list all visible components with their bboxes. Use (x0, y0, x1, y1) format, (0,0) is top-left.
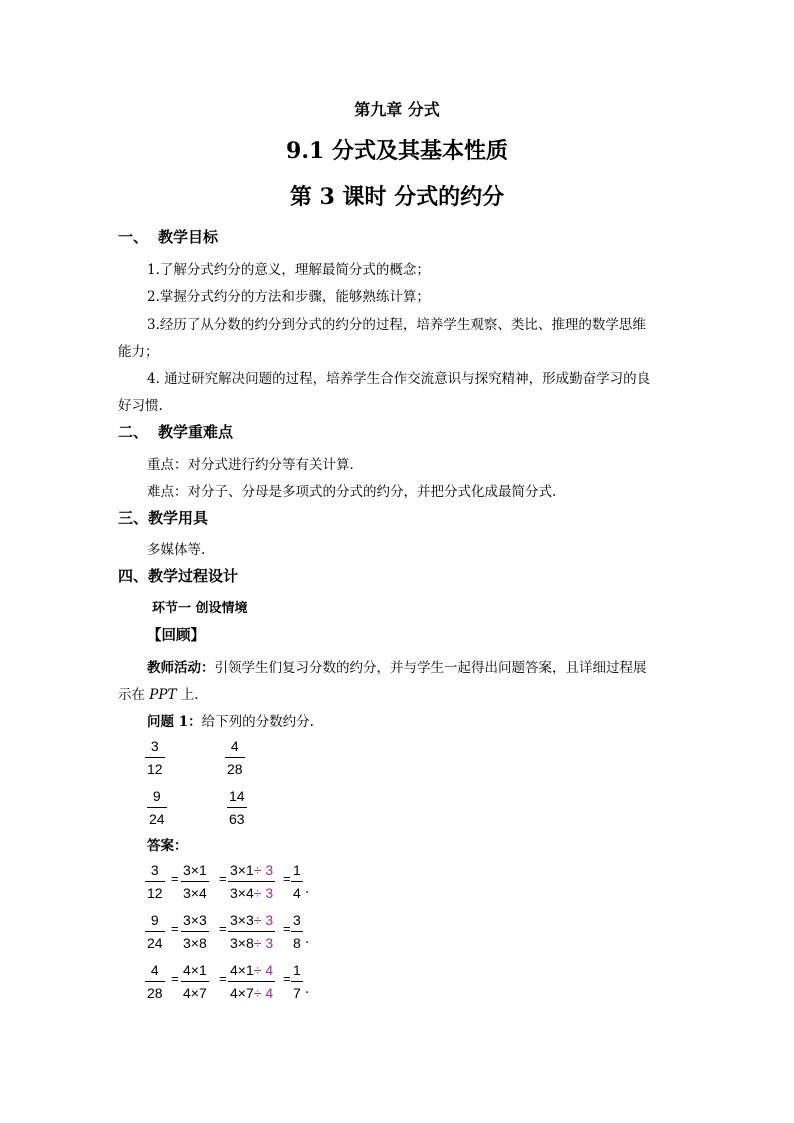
teacher-activity-text2a: 示在 (118, 687, 150, 703)
difficult-point: 难点：对分子、分母是多项式的分式的约分，并把分式化成最简分式. (147, 484, 557, 500)
denominator: 4 (293, 885, 301, 901)
fraction-bar (181, 981, 209, 982)
tools-text: 多媒体等. (147, 542, 206, 558)
fraction-bar (147, 807, 167, 808)
numerator: 4 (230, 738, 239, 754)
goal-4: 4. 通过研究解决问题的过程，培养学生合作交流意识与探究精神，形成勤奋学习的良 (147, 371, 651, 387)
key-point: 重点：对分式进行约分等有关计算． (147, 457, 363, 473)
answer-fraction (181, 911, 209, 952)
denominator (228, 984, 275, 1002)
fraction-bar (291, 931, 303, 932)
section-1-heading (118, 226, 218, 247)
answer-fraction (291, 961, 303, 1002)
denominator: 24 (149, 811, 165, 827)
answer-fraction (291, 861, 303, 902)
section-2-title: 教学重难点 (158, 423, 234, 441)
numerator (228, 961, 275, 979)
question-fraction (145, 737, 165, 778)
denominator (228, 934, 275, 952)
answer-fraction (228, 911, 275, 952)
fraction-bar (145, 981, 165, 982)
numerator: 4×1 (183, 962, 207, 978)
goal-3: 3.经历了从分数的约分到分式的约分的过程，培养学生观察、类比、推理的数学思维 (147, 317, 646, 333)
section-1-title: 教学目标 (158, 228, 219, 246)
equals-sign: = (171, 871, 179, 886)
review-heading: 【回顾】 (147, 627, 205, 644)
goal-3-cont: 能力； (118, 344, 159, 360)
numerator: 14 (229, 788, 245, 804)
fraction-bar (228, 881, 275, 882)
question-fraction (227, 787, 247, 828)
period: . (305, 882, 310, 897)
numerator: 3 (150, 862, 159, 878)
fraction-bar (181, 931, 209, 932)
equals-sign: = (283, 921, 291, 936)
equals-sign: = (283, 871, 291, 886)
goal-2: 2.掌握分式约分的方法和步骤，能够熟练计算； (147, 289, 430, 305)
divide-term: ÷ 4 (253, 962, 274, 978)
lesson-title: 第 3 课时 分式的约分 (289, 184, 505, 210)
numerator (228, 861, 275, 879)
numerator: 9 (152, 788, 161, 804)
fraction-bar (145, 881, 165, 882)
numerator: 1 (293, 962, 301, 978)
teacher-activity-text: 引领学生们复习分数的约分，并与学生一起得出问题答案，且详细过程展 (214, 660, 647, 676)
question-fraction (225, 737, 245, 778)
fraction-bar (145, 931, 165, 932)
period: . (305, 932, 310, 947)
divide-term: ÷ 3 (253, 935, 274, 951)
fraction-bar (291, 881, 303, 882)
question-fraction (147, 787, 167, 828)
denominator (228, 884, 275, 902)
divide-term: ÷ 3 (253, 912, 274, 928)
denominator: 8 (293, 935, 301, 951)
answer-fraction (145, 861, 165, 902)
teacher-activity (147, 656, 647, 676)
numerator: 3 (293, 912, 301, 928)
numerator: 3 (150, 738, 159, 754)
teacher-activity-cont (118, 683, 199, 703)
fraction-bar (228, 931, 275, 932)
denominator: 63 (229, 811, 245, 827)
numerator-base: 3×3 (230, 912, 254, 928)
teacher-activity-label: 教师活动： (147, 660, 215, 676)
fraction-bar (145, 757, 165, 758)
section-1-number: 一、 (118, 228, 149, 246)
denominator: 3×8 (183, 935, 207, 951)
divide-term: ÷ 4 (253, 985, 274, 1001)
answer-fraction (181, 861, 209, 902)
fraction-bar (181, 881, 209, 882)
answer-fraction (228, 961, 275, 1002)
teacher-activity-text2b: 上. (176, 687, 199, 703)
numerator-base: 4×1 (230, 962, 254, 978)
question-1-label: 问题 1： (147, 714, 202, 730)
numerator: 3×3 (183, 912, 207, 928)
section-3-heading: 三、教学用具 (118, 509, 209, 527)
numerator-base: 3×1 (230, 862, 254, 878)
equals-sign: = (219, 971, 227, 986)
equals-sign: = (171, 921, 179, 936)
denominator: 3×4 (183, 885, 207, 901)
equals-sign: = (283, 971, 291, 986)
denominator-base: 3×4 (230, 885, 254, 901)
question-1 (147, 710, 314, 730)
section-2-number: 二、 (118, 423, 149, 441)
divide-term: ÷ 3 (253, 862, 274, 878)
answer-fraction (291, 911, 303, 952)
goal-1: 1.了解分式约分的意义，理解最简分式的概念； (147, 262, 430, 278)
period: . (305, 982, 310, 997)
denominator: 4×7 (183, 985, 207, 1001)
question-1-text: 给下列的分数约分. (201, 714, 314, 730)
equals-sign: = (219, 921, 227, 936)
denominator: 28 (147, 985, 163, 1001)
fraction-bar (227, 807, 247, 808)
numerator (228, 911, 275, 929)
section-2-heading (118, 421, 233, 442)
chapter-title: 第九章 分式 (354, 100, 440, 119)
answer-fraction (145, 961, 165, 1002)
denominator: 12 (147, 885, 163, 901)
goal-4-cont: 好习惯. (118, 398, 163, 414)
numerator: 4 (150, 962, 159, 978)
denominator: 7 (293, 985, 301, 1001)
divide-term: ÷ 3 (253, 885, 274, 901)
denominator: 12 (147, 761, 163, 777)
denominator-base: 3×8 (230, 935, 254, 951)
equals-sign: = (219, 871, 227, 886)
denominator: 28 (227, 761, 243, 777)
answer-fraction (228, 861, 275, 902)
equals-sign: = (171, 971, 179, 986)
numerator: 9 (150, 912, 159, 928)
fraction-bar (291, 981, 303, 982)
denominator: 24 (147, 935, 163, 951)
numerator: 3×1 (183, 862, 207, 878)
answer-label: 答案： (147, 838, 188, 854)
ppt-text: PPT (149, 687, 177, 703)
denominator-base: 4×7 (230, 985, 254, 1001)
answer-fraction (145, 911, 165, 952)
step-1-title: 环节一 创设情境 (152, 601, 248, 616)
numerator: 1 (293, 862, 301, 878)
fraction-bar (228, 981, 275, 982)
section-title: 9.1 分式及其基本性质 (286, 138, 508, 164)
answer-fraction (181, 961, 209, 1002)
section-4-heading: 四、教学过程设计 (118, 567, 239, 585)
fraction-bar (225, 757, 245, 758)
